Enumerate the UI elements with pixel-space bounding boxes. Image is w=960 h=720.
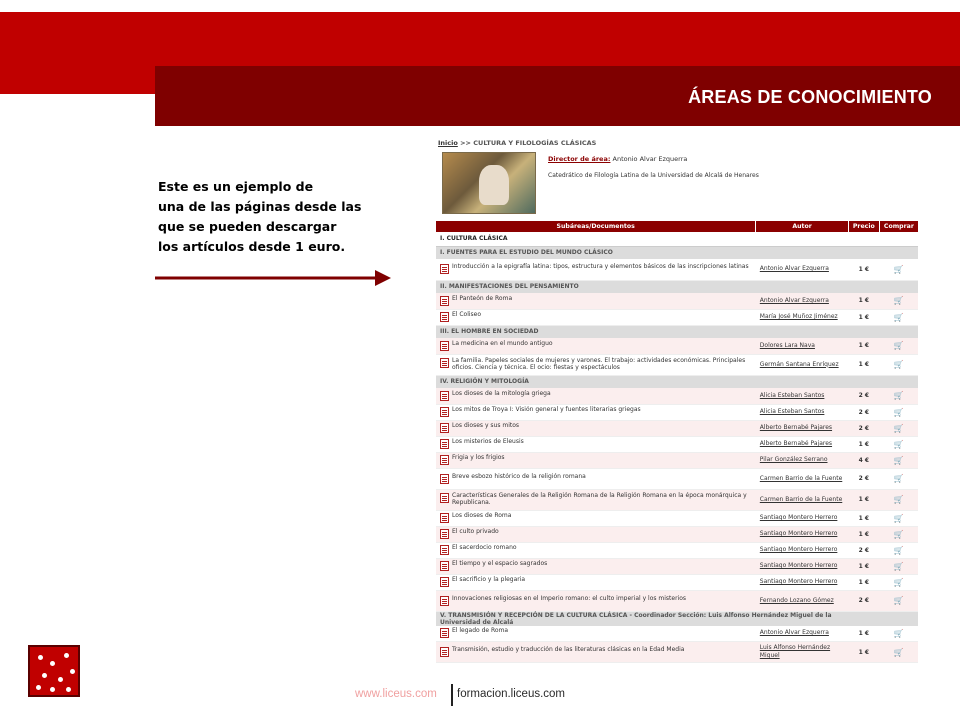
director-info bbox=[548, 155, 687, 163]
cart-icon[interactable]: 🛒 bbox=[893, 647, 904, 657]
subarea-row bbox=[436, 611, 918, 626]
director-name: Antonio Alvar Ezquerra bbox=[612, 155, 688, 163]
document-title: El sacrificio y la plegaria bbox=[452, 576, 526, 583]
price-value: 1 € bbox=[858, 629, 870, 637]
author-cell bbox=[756, 452, 849, 468]
document-link[interactable] bbox=[440, 545, 752, 555]
author-link[interactable]: Luis Alfonso Hernández Miguel bbox=[759, 644, 831, 659]
subarea-blank bbox=[848, 246, 918, 259]
pdf-icon bbox=[440, 474, 449, 484]
buy-cell bbox=[879, 590, 918, 611]
buy-cell bbox=[879, 558, 918, 574]
pdf-icon bbox=[440, 341, 449, 351]
author-link[interactable]: Antonio Alvar Ezquerra bbox=[759, 629, 829, 637]
table-row bbox=[436, 526, 918, 542]
price-value: 1 € bbox=[858, 578, 870, 586]
document-link[interactable] bbox=[440, 407, 752, 417]
document-title: El Panteón de Roma bbox=[452, 294, 513, 302]
document-title: Los mitos de Troya I: Visión general y fuentes literarias griegas bbox=[452, 406, 641, 413]
pdf-icon bbox=[440, 628, 449, 638]
pdf-icon bbox=[440, 407, 449, 417]
document-cell bbox=[436, 404, 756, 420]
price-value: 1 € bbox=[858, 496, 870, 503]
author-link[interactable]: Antonio Alvar Ezquerra bbox=[759, 296, 829, 304]
cart-icon[interactable]: 🛒 bbox=[893, 561, 904, 571]
column-header: Subáreas/Documentos bbox=[436, 221, 756, 232]
breadcrumb bbox=[438, 139, 596, 147]
author-cell bbox=[756, 338, 849, 354]
author-link[interactable]: Carmen Barrio de la Fuente bbox=[759, 474, 843, 482]
cart-icon[interactable]: 🛒 bbox=[893, 296, 904, 306]
document-link[interactable] bbox=[440, 474, 752, 484]
cart-icon[interactable]: 🛒 bbox=[893, 264, 904, 274]
buy-cell bbox=[879, 338, 918, 354]
document-title: Transmisión, estudio y traducción de las literaturas clásicas en la Edad Media bbox=[452, 646, 685, 653]
price-value: 1 € bbox=[858, 514, 870, 522]
cart-icon[interactable]: 🛒 bbox=[893, 312, 904, 322]
author-cell bbox=[756, 309, 849, 325]
document-link[interactable] bbox=[440, 423, 752, 433]
price-value: 1 € bbox=[858, 342, 870, 350]
pdf-icon bbox=[440, 312, 449, 322]
document-link[interactable] bbox=[440, 513, 752, 523]
price-cell bbox=[848, 590, 879, 611]
pdf-icon bbox=[440, 596, 449, 606]
author-cell bbox=[756, 574, 849, 590]
page-screenshot bbox=[430, 135, 918, 680]
document-cell bbox=[436, 489, 756, 510]
table-row bbox=[436, 404, 918, 420]
breadcrumb-current: CULTURA Y FILOLOGÍAS CLÁSICAS bbox=[473, 139, 597, 147]
price-value: 2 € bbox=[858, 424, 870, 432]
document-link[interactable] bbox=[440, 312, 752, 322]
document-title: Los dioses y sus mitos bbox=[452, 422, 520, 429]
subarea-blank bbox=[848, 325, 918, 338]
document-title: Innovaciones religiosas en el Imperio romano: el culto imperial y los misterios bbox=[452, 594, 687, 602]
table-row bbox=[436, 259, 918, 280]
document-title: Los dioses de Roma bbox=[452, 512, 512, 519]
price-value: 1 € bbox=[858, 440, 870, 448]
price-value: 4 € bbox=[858, 456, 870, 464]
document-link[interactable] bbox=[440, 577, 752, 587]
author-cell bbox=[756, 642, 849, 663]
document-link[interactable] bbox=[440, 596, 752, 606]
author-cell bbox=[756, 354, 849, 375]
subarea-row bbox=[436, 280, 918, 293]
document-title: Características Generales de la Religión Romana de la Religión Romana en la época monárquica y Republicana. bbox=[452, 491, 747, 506]
subarea-blank bbox=[848, 280, 918, 293]
buy-cell bbox=[879, 309, 918, 325]
price-cell bbox=[848, 574, 879, 590]
document-cell bbox=[436, 626, 756, 642]
author-link[interactable]: Fernando Lozano Gómez bbox=[759, 596, 834, 604]
column-header: Comprar bbox=[879, 221, 918, 232]
buy-cell bbox=[879, 526, 918, 542]
intro-line: Este es un ejemplo de bbox=[158, 179, 314, 194]
buy-cell bbox=[879, 468, 918, 489]
document-title: Los dioses de la mitología griega bbox=[452, 389, 551, 397]
buy-cell bbox=[879, 293, 918, 309]
author-cell bbox=[756, 558, 849, 574]
document-cell bbox=[436, 510, 756, 526]
document-cell bbox=[436, 259, 756, 280]
document-link[interactable] bbox=[440, 296, 752, 306]
buy-cell bbox=[879, 436, 918, 452]
price-value: 1 € bbox=[858, 361, 870, 368]
author-link[interactable]: Santiago Montero Herrero bbox=[759, 562, 838, 570]
cart-icon[interactable]: 🛒 bbox=[893, 341, 904, 351]
title-band bbox=[155, 66, 960, 126]
pdf-icon bbox=[440, 513, 449, 523]
price-cell bbox=[848, 558, 879, 574]
footer-link-liceus[interactable]: www.liceus.com bbox=[355, 688, 437, 700]
price-cell bbox=[848, 388, 879, 404]
table-row bbox=[436, 293, 918, 309]
subarea-title: IV. RELIGIÓN Y MITOLOGÍA bbox=[436, 375, 848, 388]
price-value: 2 € bbox=[858, 408, 870, 416]
column-header: Precio bbox=[848, 221, 879, 232]
price-value: 1 € bbox=[858, 562, 870, 570]
subarea-row bbox=[436, 375, 918, 388]
price-cell bbox=[848, 452, 879, 468]
buy-cell bbox=[879, 404, 918, 420]
document-cell bbox=[436, 420, 756, 436]
table-row bbox=[436, 510, 918, 526]
table-row bbox=[436, 452, 918, 468]
author-cell bbox=[756, 542, 849, 558]
document-cell bbox=[436, 293, 756, 309]
cart-icon[interactable]: 🛒 bbox=[893, 474, 904, 483]
pdf-icon bbox=[440, 493, 449, 503]
document-title: El Coliseo bbox=[452, 311, 482, 318]
price-cell bbox=[848, 354, 879, 375]
subarea-row bbox=[436, 246, 918, 259]
buy-cell bbox=[879, 388, 918, 404]
author-link[interactable]: Santiago Montero Herrero bbox=[759, 546, 838, 554]
pdf-icon bbox=[440, 423, 449, 433]
document-title: Frigia y los frigios bbox=[452, 454, 505, 461]
subarea-row bbox=[436, 325, 918, 338]
table-row bbox=[436, 354, 918, 375]
footer-link-formacion[interactable]: formacion.liceus.com bbox=[457, 688, 566, 700]
price-cell bbox=[848, 642, 879, 663]
cart-icon[interactable]: 🛒 bbox=[893, 628, 904, 638]
document-link[interactable] bbox=[440, 493, 752, 507]
document-link[interactable] bbox=[440, 647, 752, 657]
breadcrumb-home-link[interactable]: Inicio bbox=[438, 139, 458, 147]
document-cell bbox=[436, 526, 756, 542]
buy-cell bbox=[879, 489, 918, 510]
price-value: 1 € bbox=[858, 313, 870, 321]
arrow-right-icon bbox=[155, 268, 391, 288]
author-cell bbox=[756, 468, 849, 489]
document-title: El culto privado bbox=[452, 528, 499, 535]
document-link[interactable] bbox=[440, 561, 752, 571]
table-row bbox=[436, 574, 918, 590]
price-value: 1 € bbox=[858, 530, 870, 538]
price-value: 2 € bbox=[858, 392, 870, 400]
author-link[interactable]: Alicia Esteban Santos bbox=[759, 391, 825, 399]
pdf-icon bbox=[440, 647, 449, 657]
subarea-title: II. MANIFESTACIONES DEL PENSAMIENTO bbox=[436, 280, 848, 293]
price-cell bbox=[848, 293, 879, 309]
document-cell bbox=[436, 542, 756, 558]
cart-icon[interactable]: 🛒 bbox=[893, 360, 904, 369]
table-row bbox=[436, 309, 918, 325]
buy-cell bbox=[879, 626, 918, 642]
document-link[interactable] bbox=[440, 264, 752, 274]
pdf-icon bbox=[440, 577, 449, 587]
pdf-icon bbox=[440, 296, 449, 306]
breadcrumb-separator: >> bbox=[460, 139, 471, 147]
pdf-icon bbox=[440, 358, 449, 368]
price-value: 1 € bbox=[858, 648, 870, 656]
author-cell bbox=[756, 259, 849, 280]
table-row bbox=[436, 489, 918, 510]
pdf-icon bbox=[440, 391, 449, 401]
document-cell bbox=[436, 436, 756, 452]
author-link[interactable]: Alberto Bernabé Pajares bbox=[759, 440, 833, 448]
price-value: 2 € bbox=[858, 546, 870, 554]
director-label: Director de área: bbox=[548, 155, 611, 163]
section-title: I. CULTURA CLÁSICA bbox=[436, 232, 918, 246]
buy-cell bbox=[879, 510, 918, 526]
table-row bbox=[436, 542, 918, 558]
intro-line: los artículos desde 1 euro. bbox=[158, 239, 346, 254]
price-value: 2 € bbox=[858, 597, 870, 604]
document-cell bbox=[436, 452, 756, 468]
price-cell bbox=[848, 338, 879, 354]
cart-icon[interactable]: 🛒 bbox=[893, 495, 904, 504]
subarea-blank bbox=[848, 611, 918, 626]
author-link[interactable]: Santiago Montero Herrero bbox=[759, 578, 838, 586]
price-value: 2 € bbox=[858, 475, 870, 482]
intro-line: una de las páginas desde las bbox=[158, 199, 362, 214]
table-row bbox=[436, 590, 918, 611]
table-row bbox=[436, 338, 918, 354]
price-cell bbox=[848, 489, 879, 510]
author-cell bbox=[756, 526, 849, 542]
table-row bbox=[436, 642, 918, 663]
author-cell bbox=[756, 590, 849, 611]
author-link[interactable]: Pilar González Serrano bbox=[759, 456, 828, 464]
pdf-icon bbox=[440, 264, 449, 274]
cart-icon[interactable]: 🛒 bbox=[893, 391, 904, 401]
document-title: Breve esbozo histórico de la religión romana bbox=[452, 472, 586, 480]
footer-divider bbox=[451, 684, 453, 706]
document-title: El sacerdocio romano bbox=[452, 544, 517, 551]
table-row bbox=[436, 420, 918, 436]
buy-cell bbox=[879, 452, 918, 468]
price-cell bbox=[848, 526, 879, 542]
author-link[interactable]: Dolores Lara Nava bbox=[759, 341, 815, 349]
pdf-icon bbox=[440, 455, 449, 465]
pdf-icon bbox=[440, 545, 449, 555]
cart-icon[interactable]: 🛒 bbox=[893, 513, 904, 523]
document-link[interactable] bbox=[440, 455, 752, 465]
area-painting-image bbox=[442, 152, 536, 214]
author-link[interactable]: Carmen Barrio de la Fuente bbox=[759, 495, 843, 503]
liceus-logo bbox=[28, 645, 80, 697]
cart-icon[interactable]: 🛒 bbox=[893, 577, 904, 587]
document-link[interactable] bbox=[440, 358, 752, 372]
pdf-icon bbox=[440, 561, 449, 571]
document-title: Introducción a la epigrafía latina: tipos, estructura y elementos básicos de las inscripciones latinas bbox=[452, 263, 749, 271]
author-cell bbox=[756, 489, 849, 510]
price-cell bbox=[848, 436, 879, 452]
author-cell bbox=[756, 293, 849, 309]
document-cell bbox=[436, 642, 756, 663]
cart-icon[interactable]: 🛒 bbox=[893, 529, 904, 539]
document-cell bbox=[436, 338, 756, 354]
price-value: 1 € bbox=[858, 265, 870, 273]
table-row bbox=[436, 436, 918, 452]
document-title: Los misterios de Eleusis bbox=[452, 438, 524, 445]
table-row bbox=[436, 388, 918, 404]
author-link[interactable]: Antonio Alvar Ezquerra bbox=[759, 265, 829, 273]
author-cell bbox=[756, 420, 849, 436]
document-link[interactable] bbox=[440, 628, 752, 638]
document-link[interactable] bbox=[440, 341, 752, 351]
price-cell bbox=[848, 510, 879, 526]
price-cell bbox=[848, 626, 879, 642]
author-cell bbox=[756, 510, 849, 526]
slide-title: ÁREAS DE CONOCIMIENTO bbox=[688, 87, 932, 107]
price-cell bbox=[848, 259, 879, 280]
document-title: La medicina en el mundo antiguo bbox=[452, 339, 553, 347]
document-link[interactable] bbox=[440, 391, 752, 401]
cart-icon[interactable]: 🛒 bbox=[893, 439, 904, 449]
document-link[interactable] bbox=[440, 439, 752, 449]
table-row bbox=[436, 468, 918, 489]
documents-table bbox=[436, 221, 918, 663]
document-cell bbox=[436, 388, 756, 404]
price-cell bbox=[848, 404, 879, 420]
author-cell bbox=[756, 404, 849, 420]
document-cell bbox=[436, 574, 756, 590]
buy-cell bbox=[879, 574, 918, 590]
document-cell bbox=[436, 354, 756, 375]
intro-line: que se pueden descargar bbox=[158, 219, 337, 234]
author-link[interactable]: Santiago Montero Herrero bbox=[759, 514, 838, 522]
buy-cell bbox=[879, 354, 918, 375]
subarea-title: V. TRANSMISIÓN Y RECEPCIÓN DE LA CULTURA CLÁSICA - Coordinador Sección: Luis Alfonso Hernández Miguel de la Universidad de Alcalá bbox=[436, 611, 848, 626]
table-row bbox=[436, 558, 918, 574]
subarea-title: I. FUENTES PARA EL ESTUDIO DEL MUNDO CLÁSICO bbox=[436, 246, 848, 259]
author-link[interactable]: Germán Santana Enríquez bbox=[759, 360, 839, 368]
document-title: El legado de Roma bbox=[452, 627, 509, 635]
price-cell bbox=[848, 420, 879, 436]
intro-text bbox=[158, 177, 388, 257]
buy-cell bbox=[879, 420, 918, 436]
subarea-title: III. EL HOMBRE EN SOCIEDAD bbox=[436, 325, 848, 338]
cart-icon[interactable]: 🛒 bbox=[893, 407, 904, 417]
buy-cell bbox=[879, 642, 918, 663]
price-value: 1 € bbox=[858, 297, 870, 305]
pdf-icon bbox=[440, 529, 449, 539]
buy-cell bbox=[879, 542, 918, 558]
price-cell bbox=[848, 542, 879, 558]
pdf-icon bbox=[440, 439, 449, 449]
cart-icon[interactable]: 🛒 bbox=[893, 423, 904, 433]
price-cell bbox=[848, 309, 879, 325]
document-cell bbox=[436, 468, 756, 489]
buy-cell bbox=[879, 259, 918, 280]
author-link[interactable]: Alicia Esteban Santos bbox=[759, 408, 825, 416]
document-title: El tiempo y el espacio sagrados bbox=[452, 560, 548, 567]
author-cell bbox=[756, 436, 849, 452]
cart-icon[interactable]: 🛒 bbox=[893, 455, 904, 465]
director-title: Catedrático de Filología Latina de la Universidad de Alcalá de Henares bbox=[548, 172, 759, 179]
table-row bbox=[436, 626, 918, 642]
column-header: Autor bbox=[756, 221, 849, 232]
cart-icon[interactable]: 🛒 bbox=[893, 596, 904, 605]
author-link[interactable]: Alberto Bernabé Pajares bbox=[759, 424, 833, 432]
section-row bbox=[436, 232, 918, 246]
document-cell bbox=[436, 309, 756, 325]
document-cell bbox=[436, 558, 756, 574]
price-cell bbox=[848, 468, 879, 489]
document-title: La familia. Papeles sociales de mujeres y varones. El trabajo: actividades económicas. Principales oficios. Ciencia y técnica. El ocio: fiestas y espectáculos bbox=[452, 356, 746, 371]
subarea-blank bbox=[848, 375, 918, 388]
author-cell bbox=[756, 388, 849, 404]
document-cell bbox=[436, 590, 756, 611]
author-link[interactable]: Santiago Montero Herrero bbox=[759, 530, 838, 538]
author-cell bbox=[756, 626, 849, 642]
cart-icon[interactable]: 🛒 bbox=[893, 545, 904, 555]
document-link[interactable] bbox=[440, 529, 752, 539]
author-link[interactable]: María José Muñoz Jiménez bbox=[759, 313, 838, 321]
